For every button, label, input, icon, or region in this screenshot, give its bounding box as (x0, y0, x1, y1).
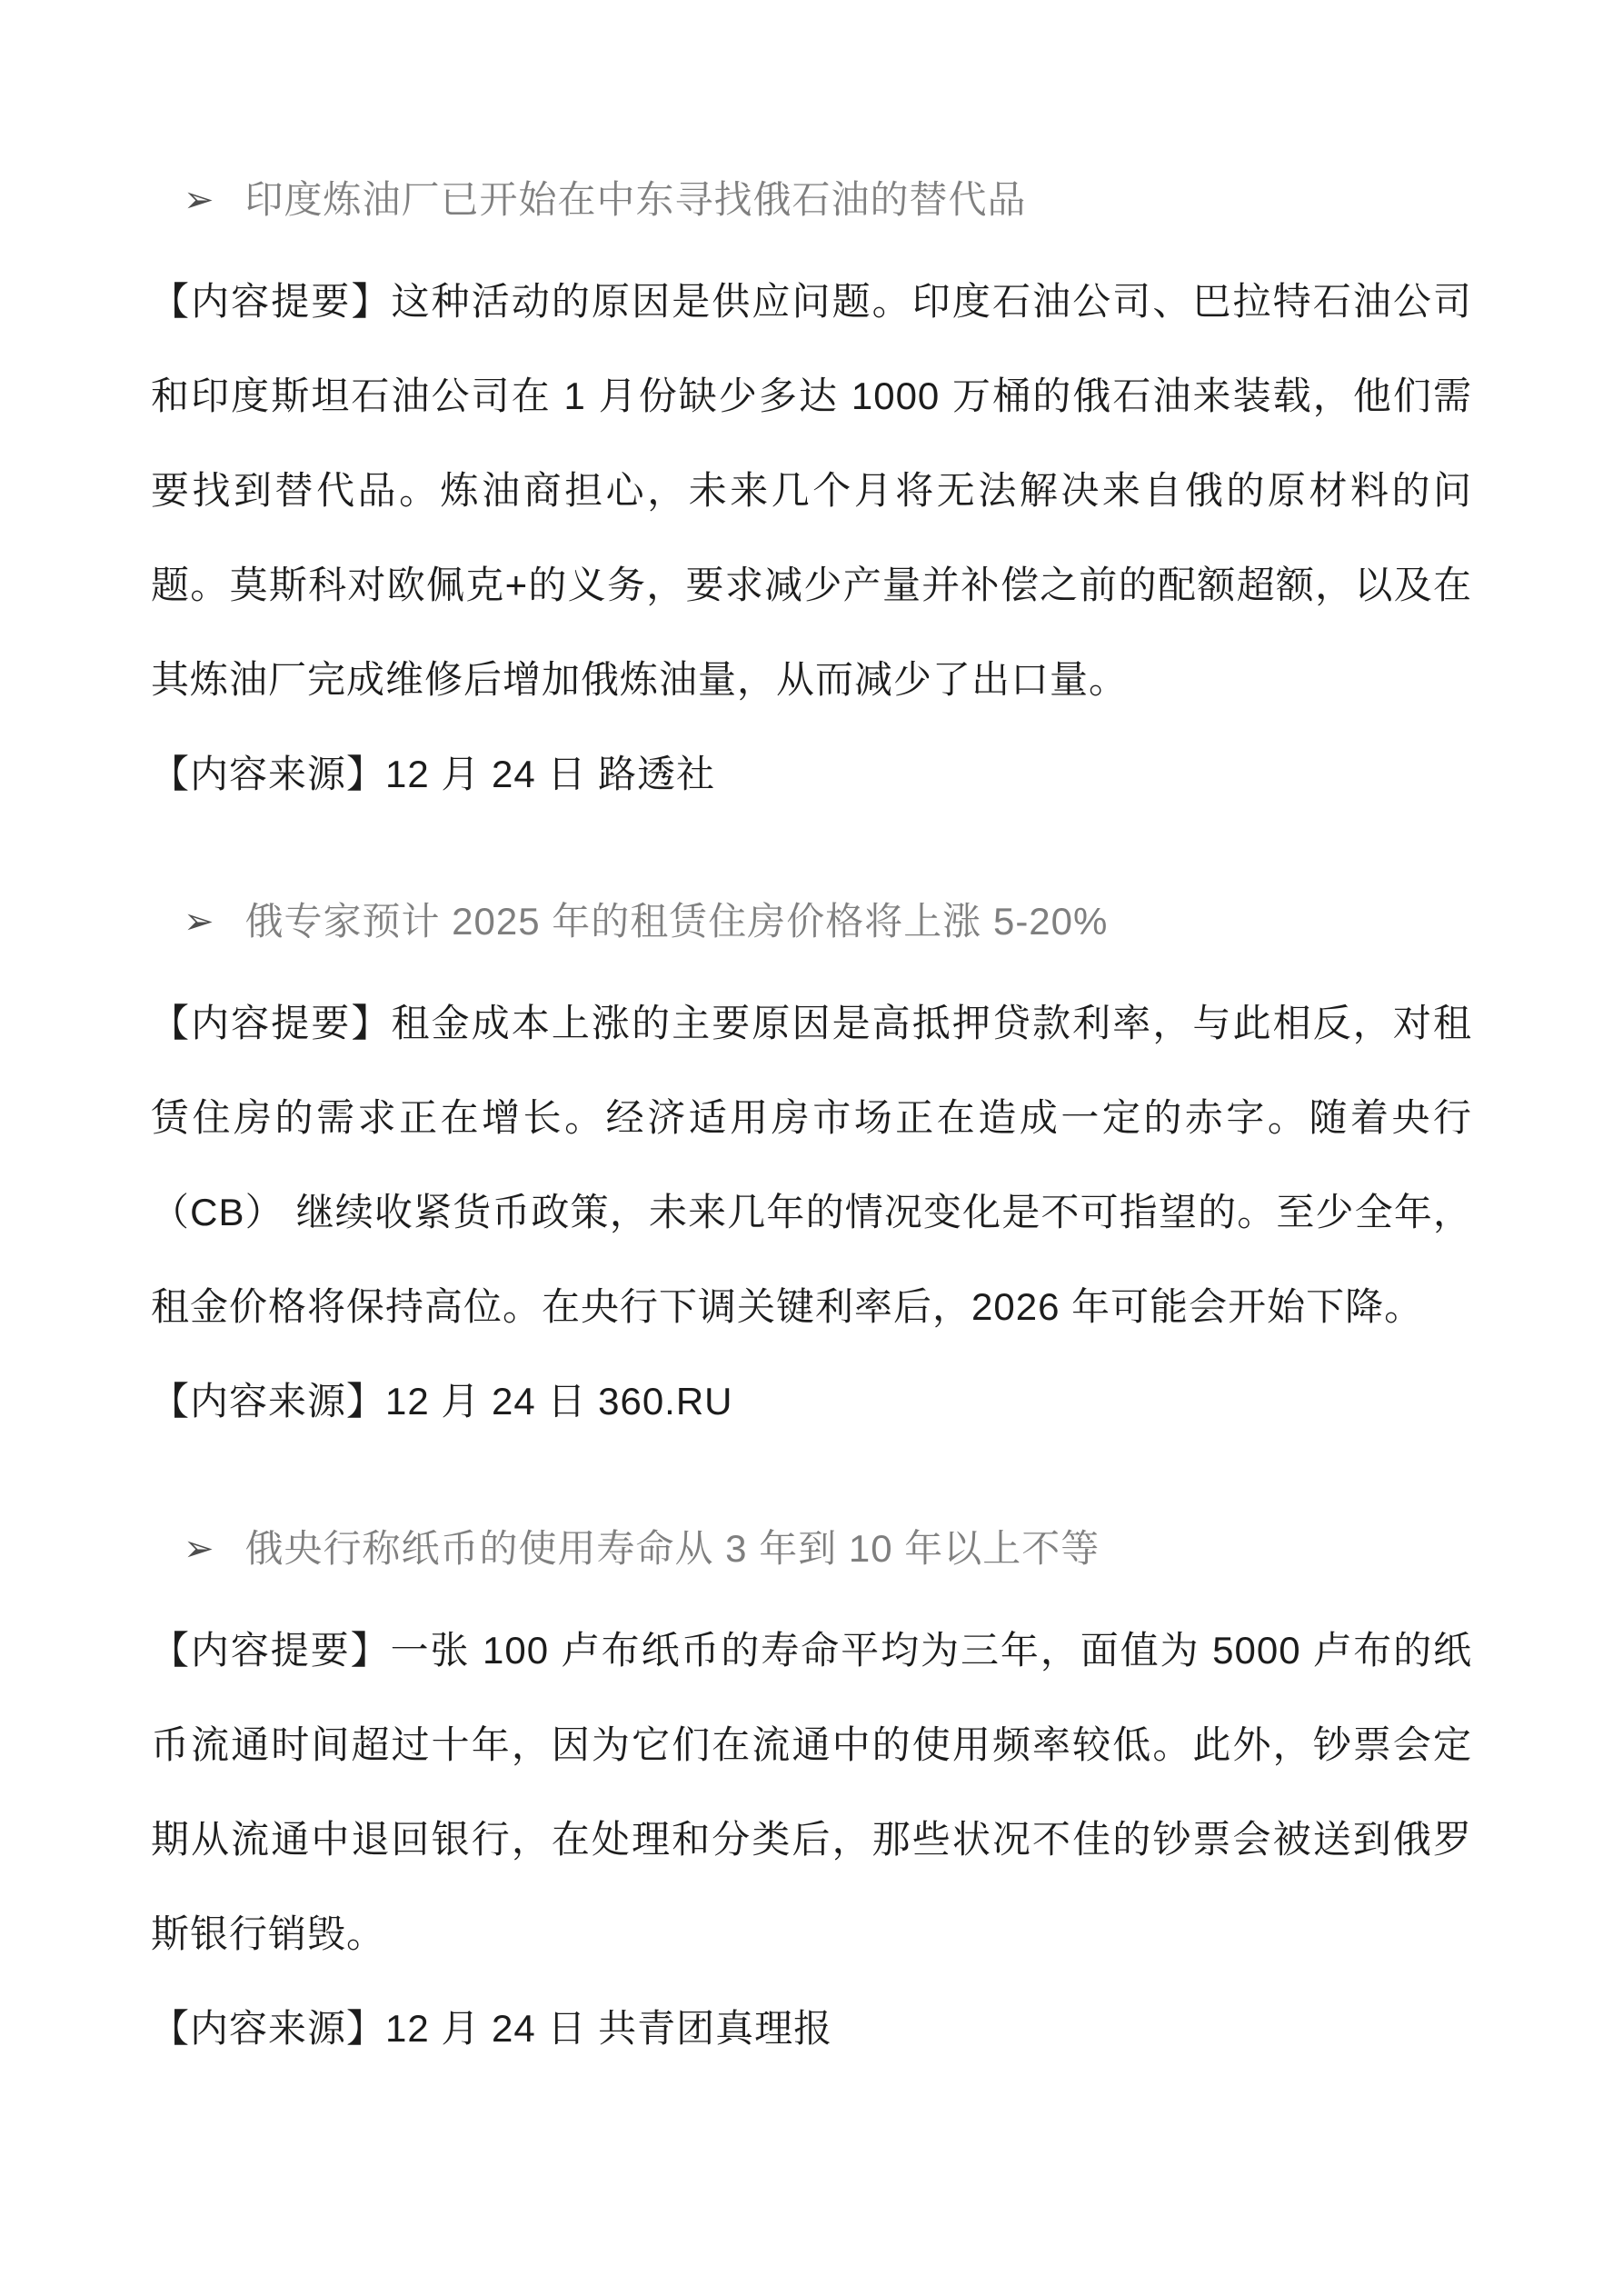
headline-text: 印度炼油厂已开始在中东寻找俄石油的替代品 (244, 178, 1027, 221)
summary-paragraph: 【内容提要】租金成本上涨的主要原因是高抵押贷款利率，与此相反，对租赁住房的需求正在增长。经济适用房市场正在造成一定的赤字。随着央行 （CB） 继续收紧货币政策，未来几年的情况变化是不可指望的。至少全年，租金价格将保持高位。在央行下调关键利率后，2026 年可能会开始下降。 (151, 1002, 1472, 1328)
summary-paragraph: 【内容提要】一张 100 卢布纸币的寿命平均为三年，面值为 5000 卢布的纸币流通时间超过十年，因为它们在流通中的使用频率较低。此外，钞票会定期从流通中退回银行，在处理和分类后，那些状况不佳的钞票会被送到俄罗斯银行销毁。 (151, 1629, 1472, 1955)
arrow-bullet-icon: ➢ (184, 1529, 214, 1569)
arrow-bullet-icon: ➢ (184, 180, 214, 220)
headline-text: 俄央行称纸币的使用寿命从 3 年到 10 年以上不等 (244, 1527, 1100, 1570)
news-headline (184, 1502, 1472, 1596)
news-headline (184, 153, 1472, 247)
news-item-india-refineries (151, 153, 1472, 822)
summary-paragraph: 【内容提要】这种活动的原因是供应问题。印度石油公司、巴拉特石油公司和印度斯坦石油公司在 1 月份缺少多达 1000 万桶的俄石油来装载，他们需要找到替代品。炼油商担心，未来几个月将无法解决来自俄的原材料的问题。莫斯科对欧佩克+的义务，要求减少产量并补偿之前的配额超额，以及在其炼油厂完成维修后增加俄炼油量，从而减少了出口量。 (151, 280, 1472, 701)
news-item-banknote-lifespan (151, 1502, 1472, 2076)
news-item-rental-prices (151, 874, 1472, 1449)
arrow-bullet-icon: ➢ (184, 902, 214, 942)
source-line: 【内容来源】12 月 24 日 路透社 (151, 753, 716, 795)
news-headline (184, 874, 1472, 969)
source-line: 【内容来源】12 月 24 日 360.RU (151, 1380, 733, 1423)
headline-text: 俄专家预计 2025 年的租赁住房价格将上涨 5-20% (244, 900, 1109, 943)
source-line: 【内容来源】12 月 24 日 共青团真理报 (151, 2007, 833, 2050)
